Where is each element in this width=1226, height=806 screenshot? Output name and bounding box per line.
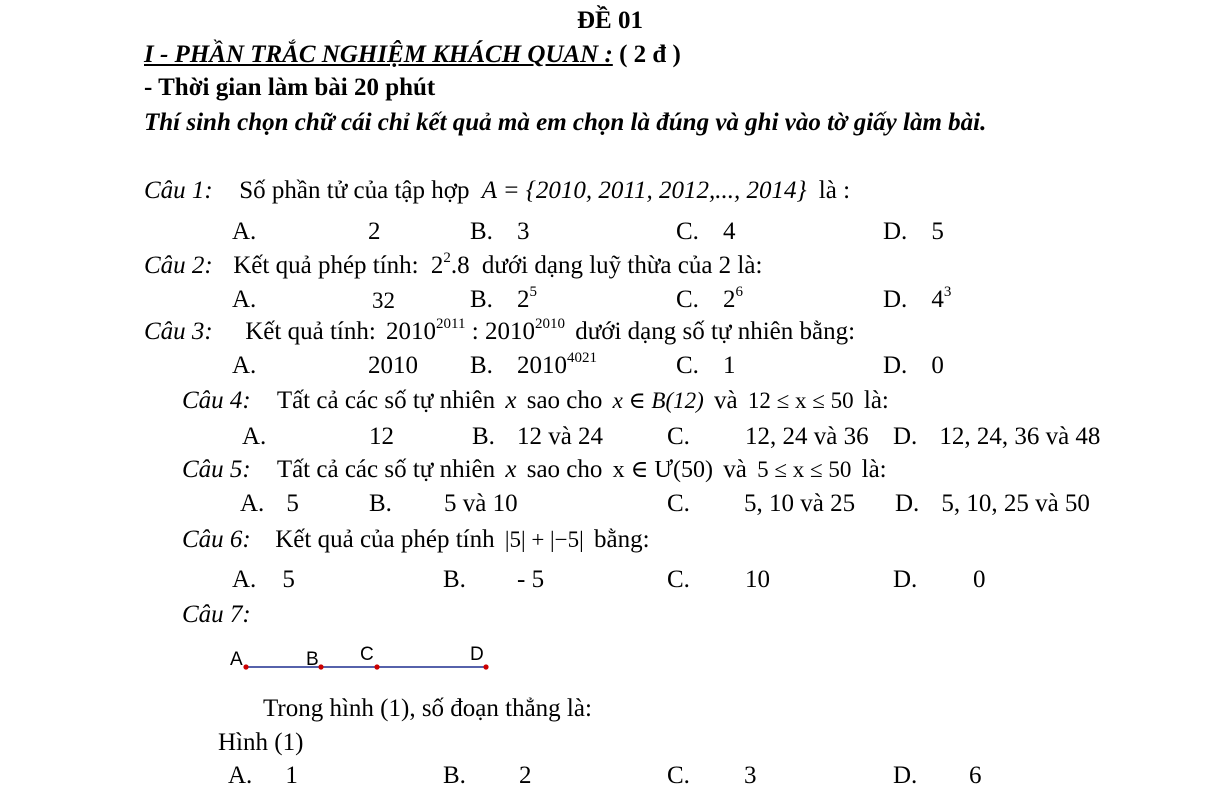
time-note: - Thời gian làm bài 20 phút	[144, 74, 436, 101]
question-label: Câu 2:	[144, 252, 213, 279]
option-c-value: 3	[744, 762, 757, 789]
question-label: Câu 1:	[144, 177, 213, 204]
option-c: C. 4	[676, 218, 736, 245]
option-d: D. 5	[883, 218, 944, 245]
question-text: Kết quả tính:	[245, 318, 376, 345]
option-a: A. 1	[228, 762, 298, 789]
instruction: Thí sinh chọn chữ cái chỉ kết quả mà em chọn là đúng và ghi vào tờ giấy làm bài.	[144, 109, 987, 136]
question-text-mid: sao cho	[526, 387, 603, 414]
option-b-value: 2	[519, 762, 532, 789]
option-b: B. $2010^{4021}$	[470, 350, 597, 379]
option-d: D. $4^3$	[883, 284, 952, 313]
question-7-prompt: Trong hình (1), số đoạn thẳng là:	[263, 695, 592, 722]
question-6	[182, 527, 650, 552]
point-d-label: D	[470, 644, 484, 665]
question-text: Tất cả các số tự nhiên	[276, 456, 496, 483]
option-c-value: 12, 24 và 36	[745, 423, 869, 450]
question-text: Kết quả của phép tính	[275, 526, 495, 553]
option-c-value: 10	[745, 566, 770, 593]
question-text-after: là:	[863, 387, 889, 414]
option-d-value: 6	[969, 762, 982, 789]
option-a-value: 2	[368, 218, 381, 245]
question-label: Câu 6:	[182, 526, 251, 553]
math-variable: x	[505, 387, 517, 414]
figure-caption: Hình (1)	[218, 729, 304, 756]
option-b: B. 12 và 24	[472, 423, 604, 450]
point-b-label: B	[306, 649, 319, 670]
point-b-dot	[318, 664, 323, 669]
math-condition-2: 12 ≤ x ≤ 50	[747, 388, 854, 413]
question-text-and: và	[723, 456, 747, 483]
question-4	[182, 388, 889, 413]
option-c-value: 5, 10 và 25	[744, 490, 856, 517]
option-b-value: 5 và 10	[444, 490, 518, 517]
question-text: Kết quả phép tính:	[233, 252, 419, 279]
exam-title: ĐỀ 01	[577, 7, 643, 34]
option-a: A.	[232, 286, 257, 313]
option-a: A. 5	[232, 566, 295, 593]
question-2	[144, 250, 763, 279]
point-a-label: A	[230, 649, 243, 670]
section-points: ( 2 đ )	[612, 41, 681, 68]
math-condition-1: x ∈ B(12)	[612, 388, 704, 413]
math-condition-2: 5 ≤ x ≤ 50	[757, 457, 852, 482]
question-text-after: dưới dạng số tự nhiên bằng:	[575, 318, 856, 345]
math-expression: $2010^{2011}$ : $2010^{2010}$	[386, 316, 565, 345]
option-a-value: 12	[369, 423, 394, 450]
question-text-after: là :	[818, 177, 851, 204]
point-c-dot	[374, 664, 379, 669]
math-condition-1: x ∈ Ư(50)	[612, 457, 714, 483]
math-expression: $2^2.8$	[430, 250, 470, 279]
point-c-label: C	[360, 644, 374, 665]
option-b: B.	[369, 490, 392, 517]
option-b: B.	[443, 762, 466, 789]
option-c: C. 1	[676, 352, 736, 379]
math-expression: |5| + |−5|	[504, 527, 584, 552]
question-label: Câu 4:	[182, 387, 251, 414]
option-d: D.	[893, 566, 918, 593]
question-text-after: bằng:	[594, 526, 650, 553]
option-c: C. $2^6$	[676, 284, 743, 313]
point-d-dot	[483, 664, 488, 669]
option-c: C.	[667, 566, 690, 593]
question-text: Số phần tử của tập hợp	[239, 177, 470, 204]
option-a-value: 32	[372, 288, 395, 313]
section-heading	[144, 42, 681, 67]
question-text-mid: sao cho	[526, 456, 603, 483]
question-text: Tất cả các số tự nhiên	[276, 387, 496, 414]
option-b: B.	[443, 566, 466, 593]
option-c: C.	[667, 490, 690, 517]
option-a: A.	[242, 423, 267, 450]
option-c: C.	[667, 423, 690, 450]
question-label: Câu 5:	[182, 456, 251, 483]
section-title: I - PHẦN TRẮC NGHIỆM KHÁCH QUAN :	[144, 41, 613, 68]
option-a: A. 5	[240, 490, 299, 517]
math-variable: x	[505, 456, 517, 483]
option-a-value: 2010	[368, 352, 418, 379]
option-c: C.	[667, 762, 690, 789]
question-text-and: và	[714, 387, 738, 414]
option-d-value: 0	[973, 566, 986, 593]
question-1	[144, 178, 850, 203]
question-3	[144, 316, 856, 345]
option-d: D. 5, 10, 25 và 50	[895, 490, 1090, 517]
option-a: A.	[232, 352, 257, 379]
option-b-value: - 5	[517, 566, 545, 593]
option-a: A.	[232, 218, 257, 245]
question-label: Câu 3:	[144, 318, 213, 345]
option-b: B. $2^5$	[470, 284, 537, 313]
point-a-dot	[243, 664, 248, 669]
question-text-after: là:	[861, 456, 887, 483]
question-7-label: Câu 7:	[182, 601, 251, 628]
question-text-after: dưới dạng luỹ thừa của 2 là:	[481, 252, 763, 279]
option-d: D. 12, 24, 36 và 48	[893, 423, 1101, 450]
option-d: D. 0	[883, 352, 944, 379]
math-expression: A = {2010, 2011, 2012,..., 2014}	[481, 177, 807, 204]
option-b: B. 3	[470, 218, 530, 245]
question-5	[182, 457, 887, 482]
option-d: D.	[893, 762, 918, 789]
